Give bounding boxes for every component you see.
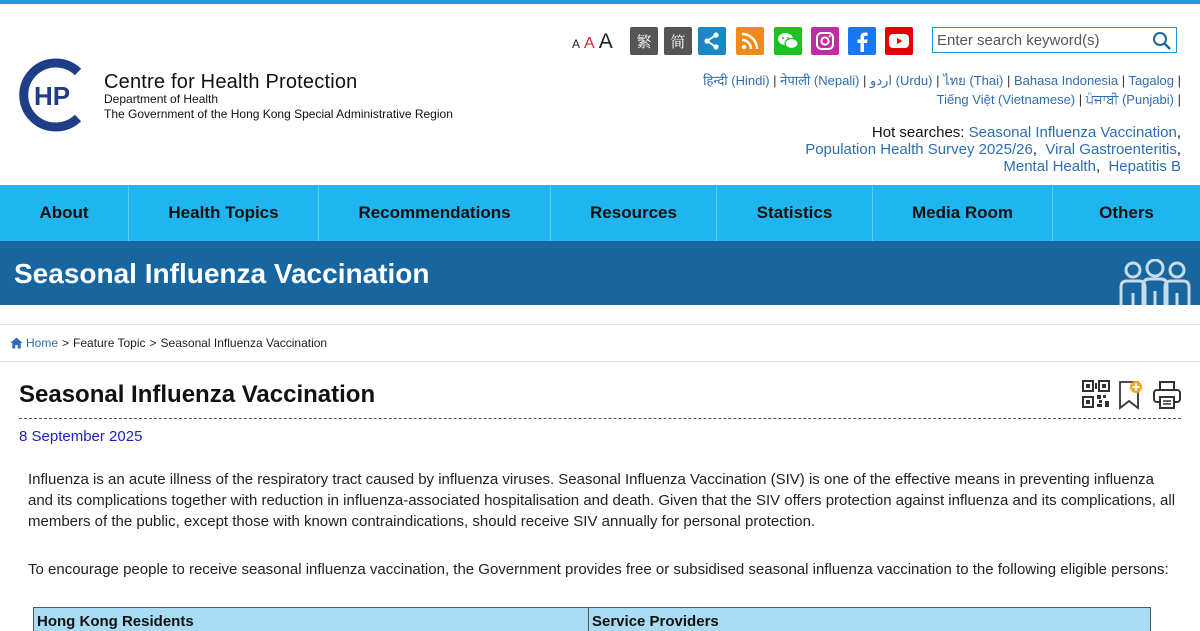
page-tools — [1082, 380, 1182, 410]
traditional-chinese-button[interactable] — [630, 27, 658, 55]
topic-banner — [0, 241, 1200, 305]
hot-search-link[interactable]: Hepatitis B — [1108, 158, 1181, 175]
hot-search-link[interactable]: Seasonal Influenza Vaccination — [968, 124, 1177, 141]
breadcrumb-home-link[interactable]: Home — [26, 336, 59, 350]
hot-searches-label: Hot searches: — [871, 124, 965, 141]
main-nav — [0, 185, 1200, 241]
traditional-chinese-label: 繁 — [636, 33, 652, 51]
wechat-icon[interactable] — [774, 27, 802, 55]
lang-vietnamese-link[interactable]: Tiếng Việt (Vietnamese) — [936, 92, 1076, 107]
nav-item-media-room[interactable]: Media Room — [873, 185, 1053, 241]
share-icon[interactable] — [698, 27, 726, 55]
breadcrumb-separator: > — [62, 336, 70, 350]
instagram-icon[interactable] — [811, 27, 839, 55]
people-icon — [1118, 259, 1192, 305]
svg-text:HP: HP — [34, 81, 71, 111]
nav-item-statistics[interactable]: Statistics — [717, 185, 873, 241]
hot-search-link[interactable]: Population Health Survey 2025/26 — [805, 141, 1033, 158]
youtube-icon[interactable] — [885, 27, 913, 55]
font-size-medium-button[interactable]: A — [584, 35, 595, 52]
org-name: Centre for Health Protection — [104, 71, 358, 93]
search-input[interactable] — [933, 29, 1143, 51]
page-title: Seasonal Influenza Vaccination — [19, 381, 376, 408]
rss-icon[interactable] — [736, 27, 764, 55]
home-icon[interactable] — [10, 337, 23, 349]
hot-search-link[interactable]: Viral Gastroenteritis — [1045, 141, 1177, 158]
search-box — [932, 27, 1177, 53]
lang-indonesian-link[interactable]: Bahasa Indonesia — [1013, 73, 1119, 88]
language-links-row1: हिन्दी (Hindi) | नेपाली (Nepali) | اردو (Urdu) | ไทย (Thai) | Bahasa Indonesia | Tagalog | — [703, 73, 1181, 88]
search-icon[interactable] — [1152, 31, 1172, 51]
facebook-icon[interactable] — [848, 27, 876, 55]
font-size-small-button[interactable]: A — [572, 37, 581, 51]
lang-punjabi-link[interactable]: ਪੰਜਾਬੀ (Punjabi) — [1085, 92, 1174, 107]
nav-item-resources[interactable]: Resources — [551, 185, 717, 241]
qr-code-icon[interactable] — [1082, 380, 1110, 408]
table-header-row — [34, 608, 1151, 631]
eligibility-paragraph: To encourage people to receive seasonal influenza vaccination, the Government provides free or subsidised seasonal influenza vaccination to the following eligible persons: — [28, 561, 1169, 578]
chp-logo[interactable] — [18, 58, 92, 132]
breadcrumb-current: Seasonal Influenza Vaccination — [160, 336, 328, 350]
nav-item-health-topics[interactable]: Health Topics — [129, 185, 319, 241]
font-size-large-button[interactable]: A — [598, 30, 613, 53]
hot-searches: Hot searches: Seasonal Influenza Vaccination, Population Health Survey 2025/26, Viral Gastroenteritis, Mental Health, Hepatitis B — [805, 124, 1181, 175]
table-header-residents: Hong Kong Residents — [34, 608, 589, 631]
top-accent-strip — [0, 0, 1200, 4]
breadcrumb — [0, 324, 1200, 362]
eligibility-table — [33, 607, 1151, 631]
banner-title: Seasonal Influenza Vaccination — [14, 258, 430, 289]
lang-urdu-link[interactable]: اردو (Urdu) — [870, 73, 933, 88]
publish-date: 8 September 2025 — [19, 428, 143, 445]
nav-item-others[interactable]: Others — [1099, 203, 1154, 222]
language-links-row2: Tiếng Việt (Vietnamese) | ਪੰਜਾਬੀ (Punjabi) | — [936, 92, 1181, 107]
lang-hindi-link[interactable]: हिन्दी (Hindi) — [703, 73, 770, 88]
lang-thai-link[interactable]: ไทย (Thai) — [943, 73, 1004, 88]
nav-item-about[interactable]: About — [0, 185, 129, 241]
intro-paragraph: Influenza is an acute illness of the respiratory tract caused by influenza viruses. Seasonal Influenza Vaccination (SIV) is one of the effective means in preventing influenza and its complications together with reduction in influenza-associated hospitalisation and death. Given that the SIV offers protection against influenza and its complications, all members of the public, except those with known contraindications, should receive SIV annually for personal protection. — [28, 471, 1176, 530]
simplified-chinese-button[interactable] — [664, 27, 692, 55]
hot-search-link[interactable]: Mental Health — [1003, 158, 1096, 175]
lang-tagalog-link[interactable]: Tagalog — [1128, 73, 1174, 88]
lang-nepali-link[interactable]: नेपाली (Nepali) — [780, 73, 860, 88]
simplified-chinese-label: 简 — [670, 33, 686, 51]
print-icon[interactable] — [1152, 380, 1182, 410]
nav-item-recommendations[interactable]: Recommendations — [319, 185, 551, 241]
title-divider — [19, 418, 1181, 419]
table-header-providers: Service Providers — [589, 608, 1151, 631]
gov-name: The Government of the Hong Kong Special Administrative Region — [104, 107, 453, 121]
breadcrumb-item[interactable]: Feature Topic — [73, 336, 146, 350]
bookmark-icon[interactable] — [1118, 380, 1144, 410]
font-size-controls — [572, 30, 613, 54]
breadcrumb-separator: > — [149, 336, 157, 350]
dept-name: Department of Health — [104, 92, 219, 106]
